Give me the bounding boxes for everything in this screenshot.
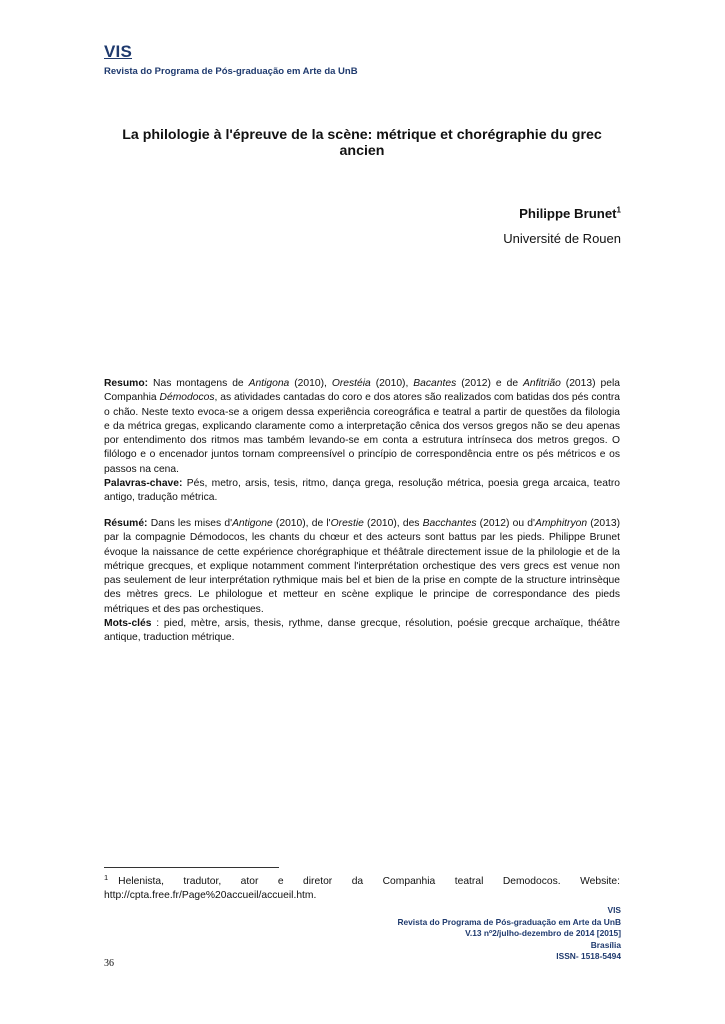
footnote-word-text: Helenista, [118,876,164,887]
footnote-word: e [277,876,284,887]
palavras-chave-text: Pés, metro, arsis, tesis, ritmo, dança grega, resolução métrica, poesia grega arcaica, teatro antigo, tradução métrica. [104,478,620,504]
resume-text: (2010), des [363,518,423,529]
resume-text: (2010), de l' [272,518,331,529]
resume-paragraph [104,517,620,617]
resumo-label: Resumo: [104,378,149,389]
resume-title: Antigone [232,518,273,529]
affiliation: Université de Rouen [503,231,621,246]
footer-city: Brasília [590,939,621,950]
footnote-word: teatral [454,876,484,887]
author-name-text: Philippe Brunet [519,206,617,221]
palavras-chave [104,477,620,506]
footer-subtitle: Revista do Programa de Pós-graduação em Arte da UnB [397,916,621,927]
abstract-french [104,517,620,646]
resumo-title: Démodocos [159,392,215,404]
footer-journal-info [397,905,621,963]
resumo-title: Antigona [248,378,290,389]
footnote-word: tradutor, [183,876,222,887]
resume-label: Résumé: [104,518,148,529]
footnote [104,872,620,904]
resumo-text: , as atividades cantadas do coro e dos atores são realizados com batidas dos pés contra o chão. Neste texto evoca-se a origem dessa experiência coreográfica e teatral a partir de questões da filologia e da métrica gregas, explicando claramente como a interpretação cênica dos versos gregos não se deu apenas por entendimento dos ritmos mas também levando-se em conta a estrutura intrínseca dos metros gregos. O filólogo e o encenador juntos tornam compreensível o princípio de correspondência entre os pés métricos e os passos na cena. [104,392,620,475]
footnote-word: Demodocos. [502,876,561,887]
resumo-text: (2013) pela Companhia [104,378,620,404]
resumo-text: (2012) e de [456,378,524,389]
author-name [519,206,621,221]
resumo-text: (2010), [370,378,414,389]
resume-text: (2013) par la compagnie Démodocos, les chants du chœur et des acteurs sont battus par les pieds. Philippe Brunet évoque la naissance de cette expérience chorégraphique et théâtrale directement issue de la philologie et de la métrique grecques, et explique notamment comment l'interprétation orchestique des vers grecs est venue non pas seulement de leur interprétation rythmique mais bel et bien de la prise en compte de la structure intrinsèque des mètres grecs. Le philologue et metteur en scène explique le principe de correspondance des pieds métriques et des pas orchestiques. [104,518,621,615]
resume-text: Dans les mises d' [147,518,233,529]
resumo-title: Bacantes [413,378,457,389]
journal-subtitle: Revista do Programa de Pós-graduação em Arte da UnB [104,66,358,77]
resumo-paragraph [104,377,620,477]
resumo-title: Anfitrião [523,378,561,389]
footnote-word: ator [240,876,259,887]
footnote-ref[interactable]: 1 [616,205,621,215]
footnote-line-1 [104,872,620,889]
footnote-word: diretor [303,876,333,887]
footnote-word: Website: [580,876,620,887]
mots-cles-label: Mots-clés [104,618,152,630]
palavras-chave-label: Palavras-chave: [104,478,183,490]
mots-cles [104,617,620,646]
abstract-portuguese [104,377,620,506]
resume-title: Amphitryon [534,518,588,529]
footnote-number: 1 [104,872,109,882]
footer-volume: V.13 nº2/julho-dezembro de 2014 [2015] [465,928,621,938]
footnote-url[interactable]: http://cpta.free.fr/Page%20accueil/accueil.htm. [104,890,317,902]
footnote-divider [104,867,279,868]
resume-title: Bacchantes [422,518,477,529]
resumo-text: Nas montagens de [153,378,249,389]
footnote-word: da [351,876,364,887]
resumo-title: Orestéia [331,378,371,389]
mots-cles-text: : pied, mètre, arsis, thesis, rythme, danse grecque, résolution, poésie grecque archaïque, théâtre antique, traduction métrique. [104,618,620,644]
resumo-text: (2010), [289,378,332,389]
footer-issn: ISSN- 1518-5494 [556,951,621,961]
resume-title: Orestie [330,518,364,529]
resume-text: (2012) ou d' [476,518,535,529]
journal-title: VIS [104,42,133,61]
footnote-word [104,872,164,889]
footer-journal: VIS [607,905,621,915]
page-number: 36 [104,958,114,969]
footnote-word: Companhia [382,876,436,887]
article-title: La philologie à l'épreuve de la scène: métrique et chorégraphie du grec ancien [122,127,602,159]
